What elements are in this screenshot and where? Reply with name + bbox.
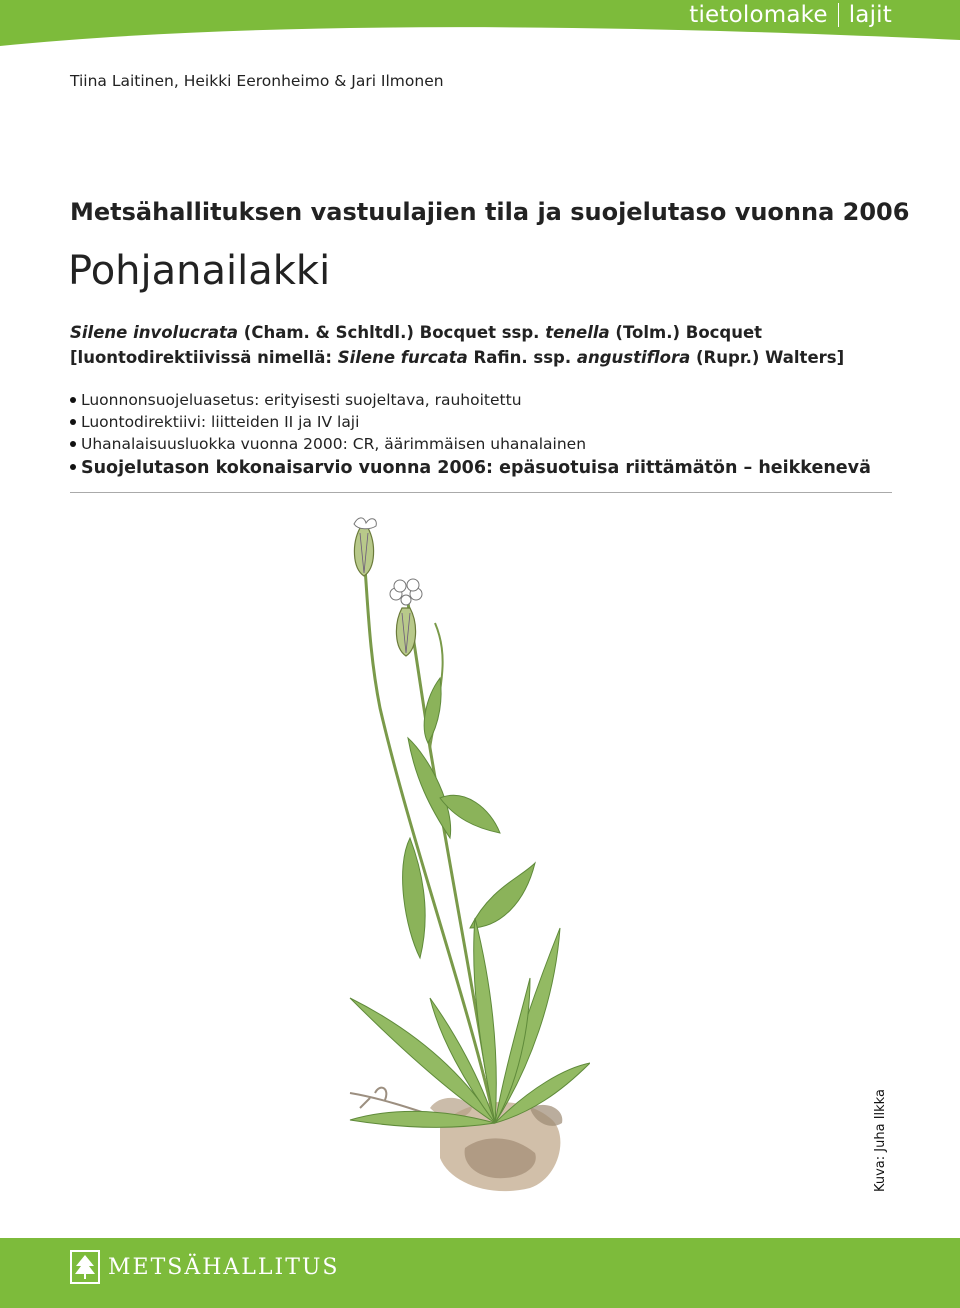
list-item-text: Suojelutason kokonaisarvio vuonna 2006: epäsuotuisa riittämätön – heikkenevä [81, 458, 871, 478]
list-item [70, 433, 871, 455]
sciname-part: [luontodirektiivissä nimellä: [70, 348, 338, 367]
sciname-part: (Cham. & Schltdl.) Bocquet ssp. [238, 323, 546, 342]
header-category [689, 2, 892, 28]
soil-icon [430, 1098, 562, 1191]
section-divider [70, 492, 892, 493]
authors: Tiina Laitinen, Heikki Eeronheimo & Jari Ilmonen [70, 72, 444, 90]
sciname-part: tenella [545, 323, 610, 342]
status-list [70, 389, 871, 481]
bullet-icon [70, 419, 76, 425]
header-tietolomake[interactable]: tietolomake [689, 2, 828, 28]
list-item-text: Luonnonsuojeluasetus: erityisesti suojeltava, rauhoitettu [81, 391, 522, 409]
metsahallitus-tree-logo-icon [70, 1250, 100, 1284]
header-lajit[interactable]: lajit [848, 2, 892, 28]
supertitle: Metsähallituksen vastuulajien tila ja suojelutaso vuonna 2006 [70, 198, 910, 226]
scientific-name-line-1 [70, 320, 844, 345]
list-item [70, 389, 871, 411]
list-item [70, 455, 871, 481]
sciname-part: angustiflora [576, 348, 691, 367]
footer [0, 1238, 960, 1308]
bullet-icon [70, 441, 76, 447]
list-item [70, 411, 871, 433]
bullet-icon [70, 464, 76, 470]
list-item-text: Luontodirektiivi: liitteiden II ja IV laji [81, 413, 360, 431]
list-item-text: Uhanalaisuusluokka vuonna 2000: CR, äärimmäisen uhanalainen [81, 435, 587, 453]
sciname-part: Silene furcata [337, 348, 468, 367]
sciname-part: Silene involucrata [70, 323, 239, 342]
sciname-part: Rafin. ssp. [467, 348, 577, 367]
page-title: Pohjanailakki [68, 248, 331, 294]
sciname-part: (Rupr.) Walters] [690, 348, 845, 367]
header-separator [838, 3, 839, 27]
plant-illustration [290, 508, 590, 1198]
scientific-name-line-2 [70, 345, 844, 370]
scientific-name [70, 320, 844, 370]
footer-logo[interactable] [70, 1250, 340, 1284]
organization-name: METSÄHALLITUS [108, 1254, 340, 1280]
photo-credit: Kuva: Juha Ilkka [873, 1089, 888, 1192]
flower-icon [390, 579, 422, 656]
sciname-part: (Tolm.) Bocquet [609, 323, 763, 342]
flower-bud-icon [354, 518, 376, 576]
bullet-icon [70, 397, 76, 403]
